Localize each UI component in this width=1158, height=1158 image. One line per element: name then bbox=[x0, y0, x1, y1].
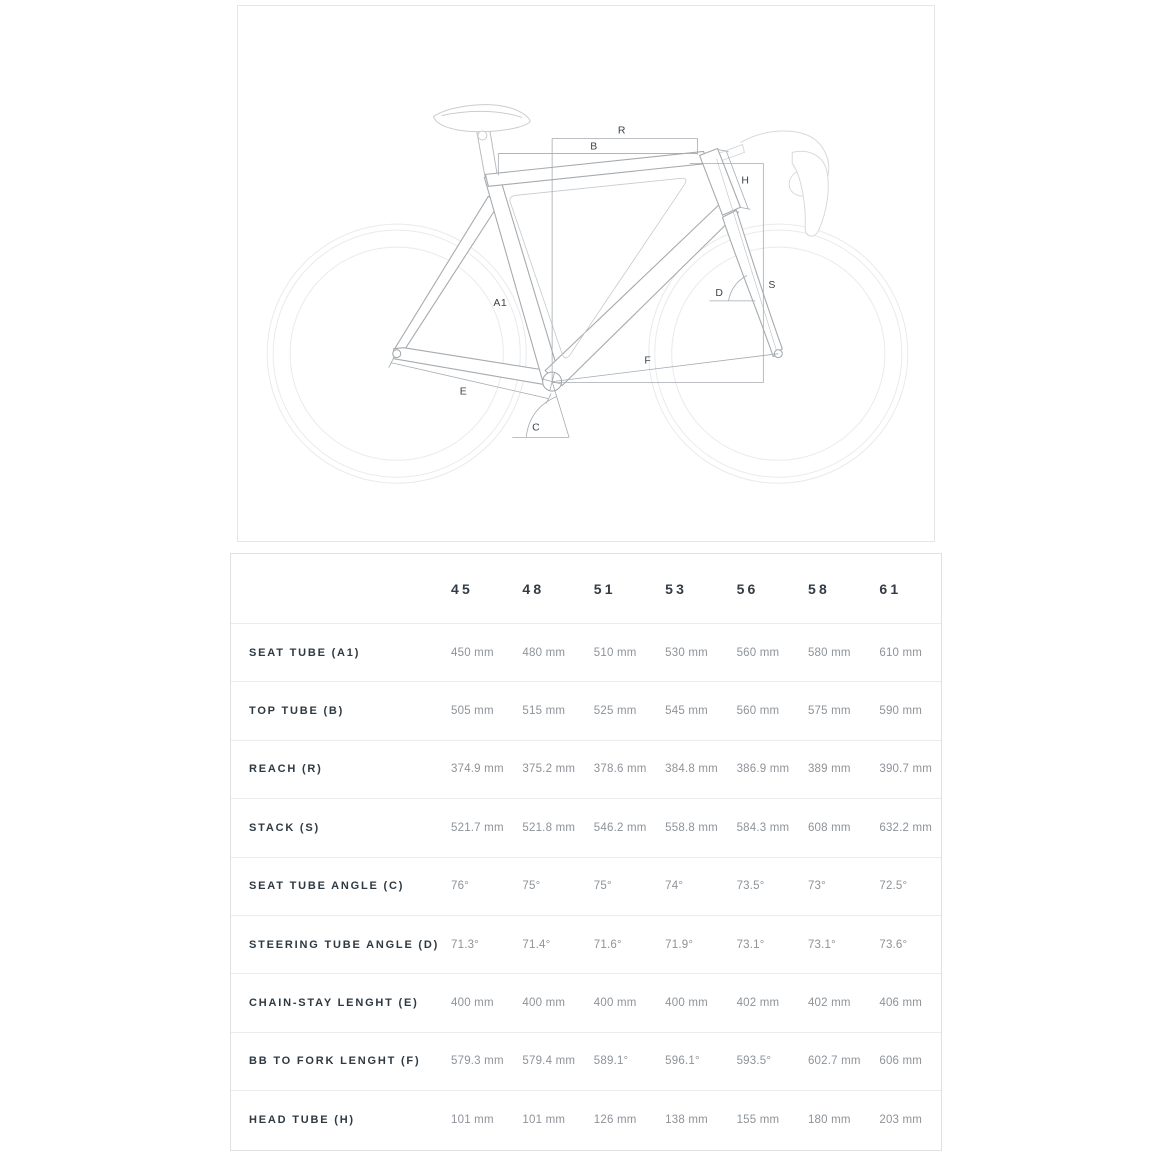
table-row-chain-stay bbox=[231, 973, 941, 1031]
label-stack: S bbox=[768, 279, 776, 291]
value-cell: 73.5° bbox=[736, 880, 765, 893]
steering-axis-line bbox=[717, 158, 777, 349]
value-cell: 101 mm bbox=[451, 1113, 494, 1126]
table-row-bb-to-fork bbox=[231, 1032, 941, 1090]
table-row-head-tube bbox=[231, 1090, 941, 1148]
value-cell: 126 mm bbox=[593, 1113, 637, 1126]
value-cell: 575 mm bbox=[807, 705, 851, 718]
value-cell: 579.4 mm bbox=[522, 1055, 576, 1068]
value-cell: 589.1° bbox=[593, 1055, 629, 1068]
seatpost-clamp bbox=[478, 131, 487, 140]
value-cell: 180 mm bbox=[807, 1113, 851, 1126]
value-cell: 505 mm bbox=[451, 705, 494, 718]
brake-hood bbox=[792, 151, 828, 236]
label-reach: R bbox=[617, 125, 626, 137]
row-label: TOP TUBE (B) bbox=[249, 705, 345, 718]
geometry-table bbox=[230, 553, 942, 1151]
row-label: CHAIN-STAY LENGHT (E) bbox=[249, 997, 419, 1010]
value-cell: 521.7 mm bbox=[451, 821, 504, 834]
value-cell: 71.3° bbox=[451, 938, 479, 951]
value-cell: 73° bbox=[807, 880, 826, 893]
value-cell: 71.6° bbox=[593, 938, 622, 951]
table-row-seat-tube-angle bbox=[231, 857, 941, 915]
label-seattube: A1 bbox=[493, 297, 508, 309]
value-cell: 75° bbox=[522, 880, 541, 893]
value-cell: 606 mm bbox=[879, 1055, 923, 1068]
value-cell: 73.1° bbox=[807, 938, 836, 951]
value-cell: 560 mm bbox=[736, 646, 780, 659]
value-cell: 390.7 mm bbox=[879, 763, 933, 776]
value-cell: 155 mm bbox=[736, 1113, 780, 1126]
value-cell: 402 mm bbox=[736, 997, 780, 1010]
value-cell: 375.2 mm bbox=[522, 763, 576, 776]
size-column-header: 61 bbox=[879, 580, 902, 597]
value-cell: 389 mm bbox=[807, 763, 851, 776]
value-cell: 74° bbox=[665, 880, 684, 893]
value-cell: 72.5° bbox=[879, 880, 908, 893]
value-cell: 73.1° bbox=[736, 938, 765, 951]
value-cell: 101 mm bbox=[522, 1113, 566, 1126]
value-cell: 400 mm bbox=[451, 997, 494, 1010]
seat-stays bbox=[395, 196, 500, 355]
value-cell: 515 mm bbox=[522, 705, 566, 718]
value-cell: 73.6° bbox=[879, 938, 908, 951]
row-label: SEAT TUBE ANGLE (C) bbox=[249, 880, 405, 893]
value-cell: 530 mm bbox=[665, 646, 708, 659]
value-cell: 384.8 mm bbox=[665, 763, 718, 776]
value-cell: 602.7 mm bbox=[807, 1055, 861, 1068]
table-row-reach bbox=[231, 740, 941, 798]
seat-tube bbox=[484, 175, 560, 382]
row-label: SEAT TUBE (A1) bbox=[249, 646, 361, 659]
value-cell: 374.9 mm bbox=[451, 763, 504, 776]
size-column-header: 58 bbox=[807, 580, 830, 597]
size-column-header: 51 bbox=[593, 580, 616, 597]
size-column-header: 53 bbox=[665, 580, 688, 597]
value-cell: 593.5° bbox=[736, 1055, 772, 1068]
value-cell: 400 mm bbox=[593, 997, 637, 1010]
label-seat-angle: C bbox=[532, 422, 541, 434]
value-cell: 71.9° bbox=[665, 938, 694, 951]
label-toptube: B bbox=[590, 141, 598, 153]
value-cell: 545 mm bbox=[665, 705, 708, 718]
row-label: STACK (S) bbox=[249, 821, 320, 834]
value-cell: 450 mm bbox=[451, 646, 494, 659]
value-cell: 75° bbox=[593, 880, 612, 893]
saddle bbox=[434, 105, 531, 132]
value-cell: 521.8 mm bbox=[522, 821, 576, 834]
value-cell: 590 mm bbox=[879, 705, 923, 718]
label-steering-angle: D bbox=[715, 287, 724, 299]
bike-diagram-svg bbox=[238, 6, 934, 541]
value-cell: 610 mm bbox=[879, 646, 923, 659]
size-column-header: 45 bbox=[451, 580, 473, 597]
label-fork: F bbox=[644, 355, 652, 367]
row-label: REACH (R) bbox=[249, 763, 323, 776]
row-label: STEERING TUBE ANGLE (D) bbox=[249, 938, 440, 951]
value-cell: 525 mm bbox=[593, 705, 637, 718]
value-cell: 138 mm bbox=[665, 1113, 708, 1126]
table-row-top-tube bbox=[231, 681, 941, 739]
size-column-header: 48 bbox=[522, 580, 545, 597]
down-tube bbox=[545, 204, 738, 385]
value-cell: 406 mm bbox=[879, 997, 923, 1010]
label-chainstay: E bbox=[459, 386, 468, 398]
bike-geometry-diagram bbox=[237, 5, 935, 542]
value-cell: 71.4° bbox=[522, 938, 551, 951]
table-row-stack bbox=[231, 798, 941, 856]
value-cell: 546.2 mm bbox=[593, 821, 647, 834]
row-label: BB TO FORK LENGHT (F) bbox=[249, 1055, 421, 1068]
value-cell: 584.3 mm bbox=[736, 821, 790, 834]
value-cell: 579.3 mm bbox=[451, 1055, 504, 1068]
value-cell: 580 mm bbox=[807, 646, 851, 659]
value-cell: 402 mm bbox=[807, 997, 851, 1010]
label-headtube: H bbox=[741, 175, 750, 187]
value-cell: 558.8 mm bbox=[665, 821, 718, 834]
value-cell: 400 mm bbox=[522, 997, 566, 1010]
rear-dropout bbox=[393, 350, 401, 358]
table-header-row bbox=[231, 554, 941, 623]
value-cell: 608 mm bbox=[807, 821, 851, 834]
value-cell: 378.6 mm bbox=[593, 763, 647, 776]
top-tube bbox=[485, 151, 707, 186]
value-cell: 560 mm bbox=[736, 705, 780, 718]
frame bbox=[393, 148, 783, 391]
value-cell: 76° bbox=[451, 880, 469, 893]
value-cell: 632.2 mm bbox=[879, 821, 933, 834]
value-cell: 203 mm bbox=[879, 1113, 923, 1126]
size-column-header: 56 bbox=[736, 580, 759, 597]
value-cell: 400 mm bbox=[665, 997, 708, 1010]
row-label: HEAD TUBE (H) bbox=[249, 1113, 355, 1126]
value-cell: 386.9 mm bbox=[736, 763, 790, 776]
head-tube bbox=[700, 148, 741, 215]
value-cell: 596.1° bbox=[665, 1055, 700, 1068]
table-row-seat-tube bbox=[231, 623, 941, 681]
value-cell: 480 mm bbox=[522, 646, 566, 659]
value-cell: 510 mm bbox=[593, 646, 637, 659]
table-row-steering-tube-angle bbox=[231, 915, 941, 973]
